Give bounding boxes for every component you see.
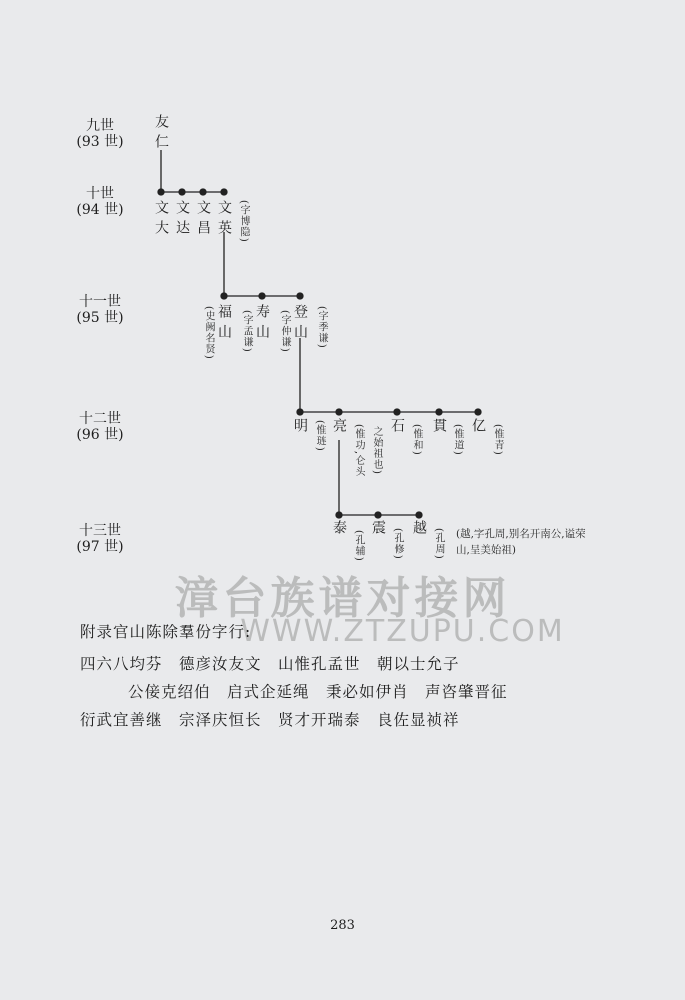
node-wenda1	[158, 189, 164, 195]
person-liang: 亮	[331, 418, 347, 438]
node-shi	[394, 409, 400, 415]
note-yi: (惟青)	[492, 424, 503, 456]
note-yue: (孔周)	[433, 528, 444, 560]
node-wenying	[221, 189, 227, 195]
person-zhen: 震	[370, 520, 386, 540]
person-fushan: 福山	[216, 304, 232, 344]
node-wenchang	[200, 189, 206, 195]
person-tai: 泰	[331, 520, 347, 540]
node-dengshan	[297, 293, 303, 299]
node-guan	[436, 409, 442, 415]
note-guan: (惟道)	[452, 424, 463, 456]
generation-label-13: 十三世 (97 世)	[76, 523, 124, 555]
note-ming: (惟琏)	[314, 420, 325, 452]
note-dengshan: (字季谦)	[316, 306, 327, 349]
note-liang-2: 之始祖也)	[371, 426, 382, 475]
node-liang	[336, 409, 342, 415]
note-liang: (惟功,仑头	[353, 424, 364, 478]
node-fushan	[221, 293, 227, 299]
note-fushan: (史阙名贤)	[203, 306, 214, 360]
node-wenda2	[179, 189, 185, 195]
watermark-url: WWW.ZTZUPU.COM	[240, 614, 565, 649]
node-ming	[297, 409, 303, 415]
person-yi: 亿	[470, 418, 486, 438]
note-shoushan: (字孟谦)	[241, 310, 252, 353]
person-wenying: 文英	[216, 200, 232, 240]
person-wenda2: 文达	[174, 200, 190, 240]
note-zhen: (孔修)	[392, 528, 403, 560]
person-youren: 友仁	[153, 114, 169, 154]
appendix-line-3: 衍武宜善继 宗泽庆恒长 贤才开瑞泰 良佐显祯祥	[80, 711, 460, 729]
person-wenchang: 文昌	[195, 200, 211, 240]
person-yue: 越	[411, 520, 427, 540]
note-tai: (孔辅)	[353, 530, 364, 562]
note-yue-detail: (越,字孔周,别名开南公,谥荣山,呈美始祖)	[456, 528, 586, 556]
watermark-cn: 漳台族谱对接网	[174, 573, 511, 624]
generation-label-11: 十一世 (95 世)	[76, 294, 124, 326]
generation-label-12: 十二世 (96 世)	[76, 411, 124, 443]
note-shi: (惟和)	[411, 424, 422, 456]
node-yue	[416, 512, 422, 518]
generation-label-9: 九世 (93 世)	[76, 118, 124, 150]
person-wenda1: 文大	[153, 200, 169, 240]
person-dengshan: 登山	[292, 304, 308, 344]
appendix-line-2: 公倿克绍伯 启式企延绳 秉必如伊肖 声咨肇晋征	[128, 683, 508, 701]
person-guan: 貫	[431, 418, 447, 438]
node-shoushan	[259, 293, 265, 299]
node-zhen	[375, 512, 381, 518]
person-shi: 石	[389, 418, 405, 438]
generation-label-10: 十世 (94 世)	[76, 186, 124, 218]
node-tai	[336, 512, 342, 518]
note-shoushan-2: (字仲谦)	[279, 310, 290, 353]
appendix-line-1: 四六八均芬 德彦汝友文 山惟孔孟世 朝以士允子	[80, 655, 460, 673]
page-number: 283	[330, 918, 355, 933]
node-yi	[475, 409, 481, 415]
note-wenying: (字博隐)	[238, 200, 249, 243]
person-ming: 明	[292, 418, 308, 438]
appendix-title: 附录官山陈除羣份字行:	[80, 623, 252, 641]
person-shoushan: 寿山	[254, 304, 270, 344]
